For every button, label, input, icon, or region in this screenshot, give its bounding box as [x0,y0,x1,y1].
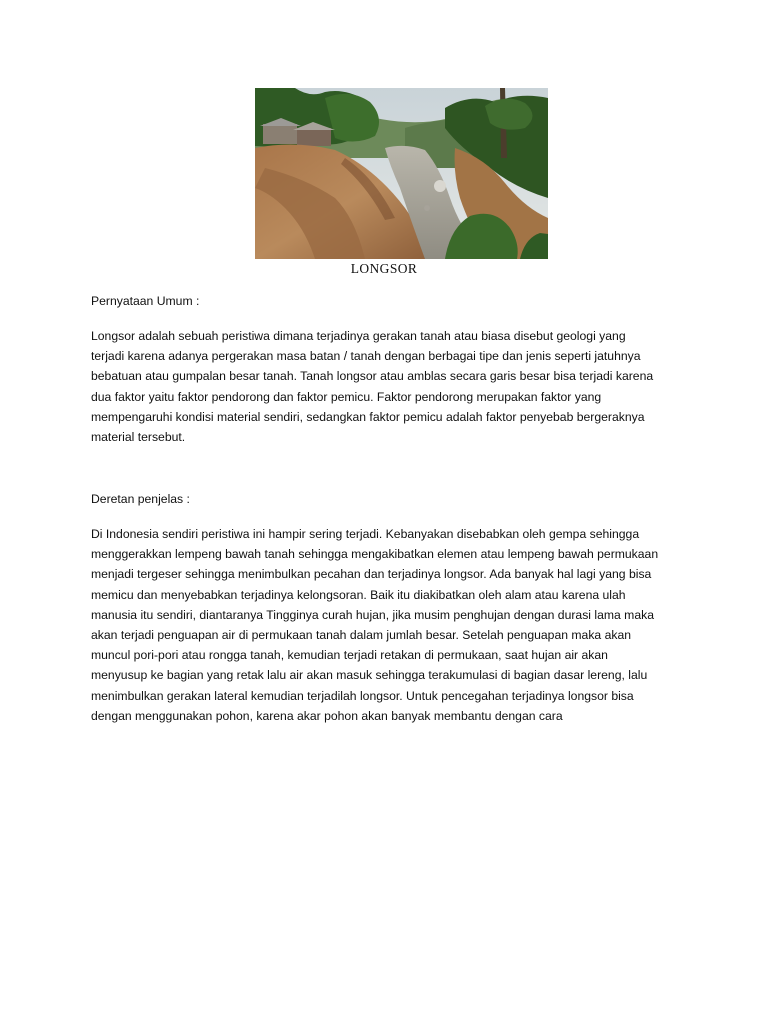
text-line: terjadi karena adanya pergerakan masa batan / tanah dengan berbagai tipe dan jenis seperti jatuhnya [91,349,641,364]
document-title: LONGSOR [350,261,418,276]
text-line: menimbulkan gerakan lateral kemudian terjadilah longsor. Untuk pencegahan terjadinya longsor bisa [91,688,634,703]
text-line: Di Indonesia sendiri peristiwa ini hampir sering terjadi. Kebanyakan disebabkan oleh gempa sehingga [91,527,640,541]
text-line: dua faktor yaitu faktor pendorong dan faktor pemicu. Faktor pendorong merupakan faktor yang [91,389,602,404]
text-line: mempengaruhi kondisi material sendiri, sedangkan faktor pemicu adalah faktor penyebab bergeraknya [91,409,645,424]
text-line: akan terjadi penguapan air di permukaan tanah dalam jumlah besar. Setelah penguapan maka akan [91,628,632,643]
text-line: menyusup ke bagian yang retak lalu air akan masuk sehingga terakumulasi di bagian dasar lereng, lalu [91,668,648,683]
text-line: muncul pori-pori atau rongga tanah, kemudian terjadi retakan di permukaan, saat hujan air akan [91,648,608,663]
text-line: manusia itu sendiri, diantaranya Tingginya curah hujan, jika musim penghujan dengan durasi lama maka [91,607,654,622]
explanation-heading: Deretan penjelas : [91,492,190,506]
text-line: menggerakkan lempeng bawah tanah sehingga mengakibatkan elemen atau lempeng bawah permukaan [91,547,659,562]
text-line: memicu dan menyebabkan terjadinya kelongsoran. Baik itu diakibatkan oleh alam atau karena ulah [91,587,626,602]
landslide-photo [255,88,548,259]
text-line: material tersebut. [91,430,186,445]
text-line: menjadi tergeser sehingga menimbulkan pecahan dan terjadinya longsor. Ada banyak hal lagi yang bisa [91,567,652,582]
text-line: bebatuan atau gumpalan besar tanah. Tanah longsor atau amblas secara garis besar bisa terjadi karena [91,369,654,384]
general-statement-heading: Pernyataan Umum : [91,294,200,308]
general-statement-paragraph [91,326,691,447]
explanation-paragraph [91,524,691,726]
text-line: dengan menggunakan pohon, karena akar pohon akan banyak membantu dengan cara [91,708,563,723]
text-line: Longsor adalah sebuah peristiwa dimana terjadinya gerakan tanah atau biasa disebut geologi yang [91,329,626,343]
landslide-illustration [255,88,548,259]
